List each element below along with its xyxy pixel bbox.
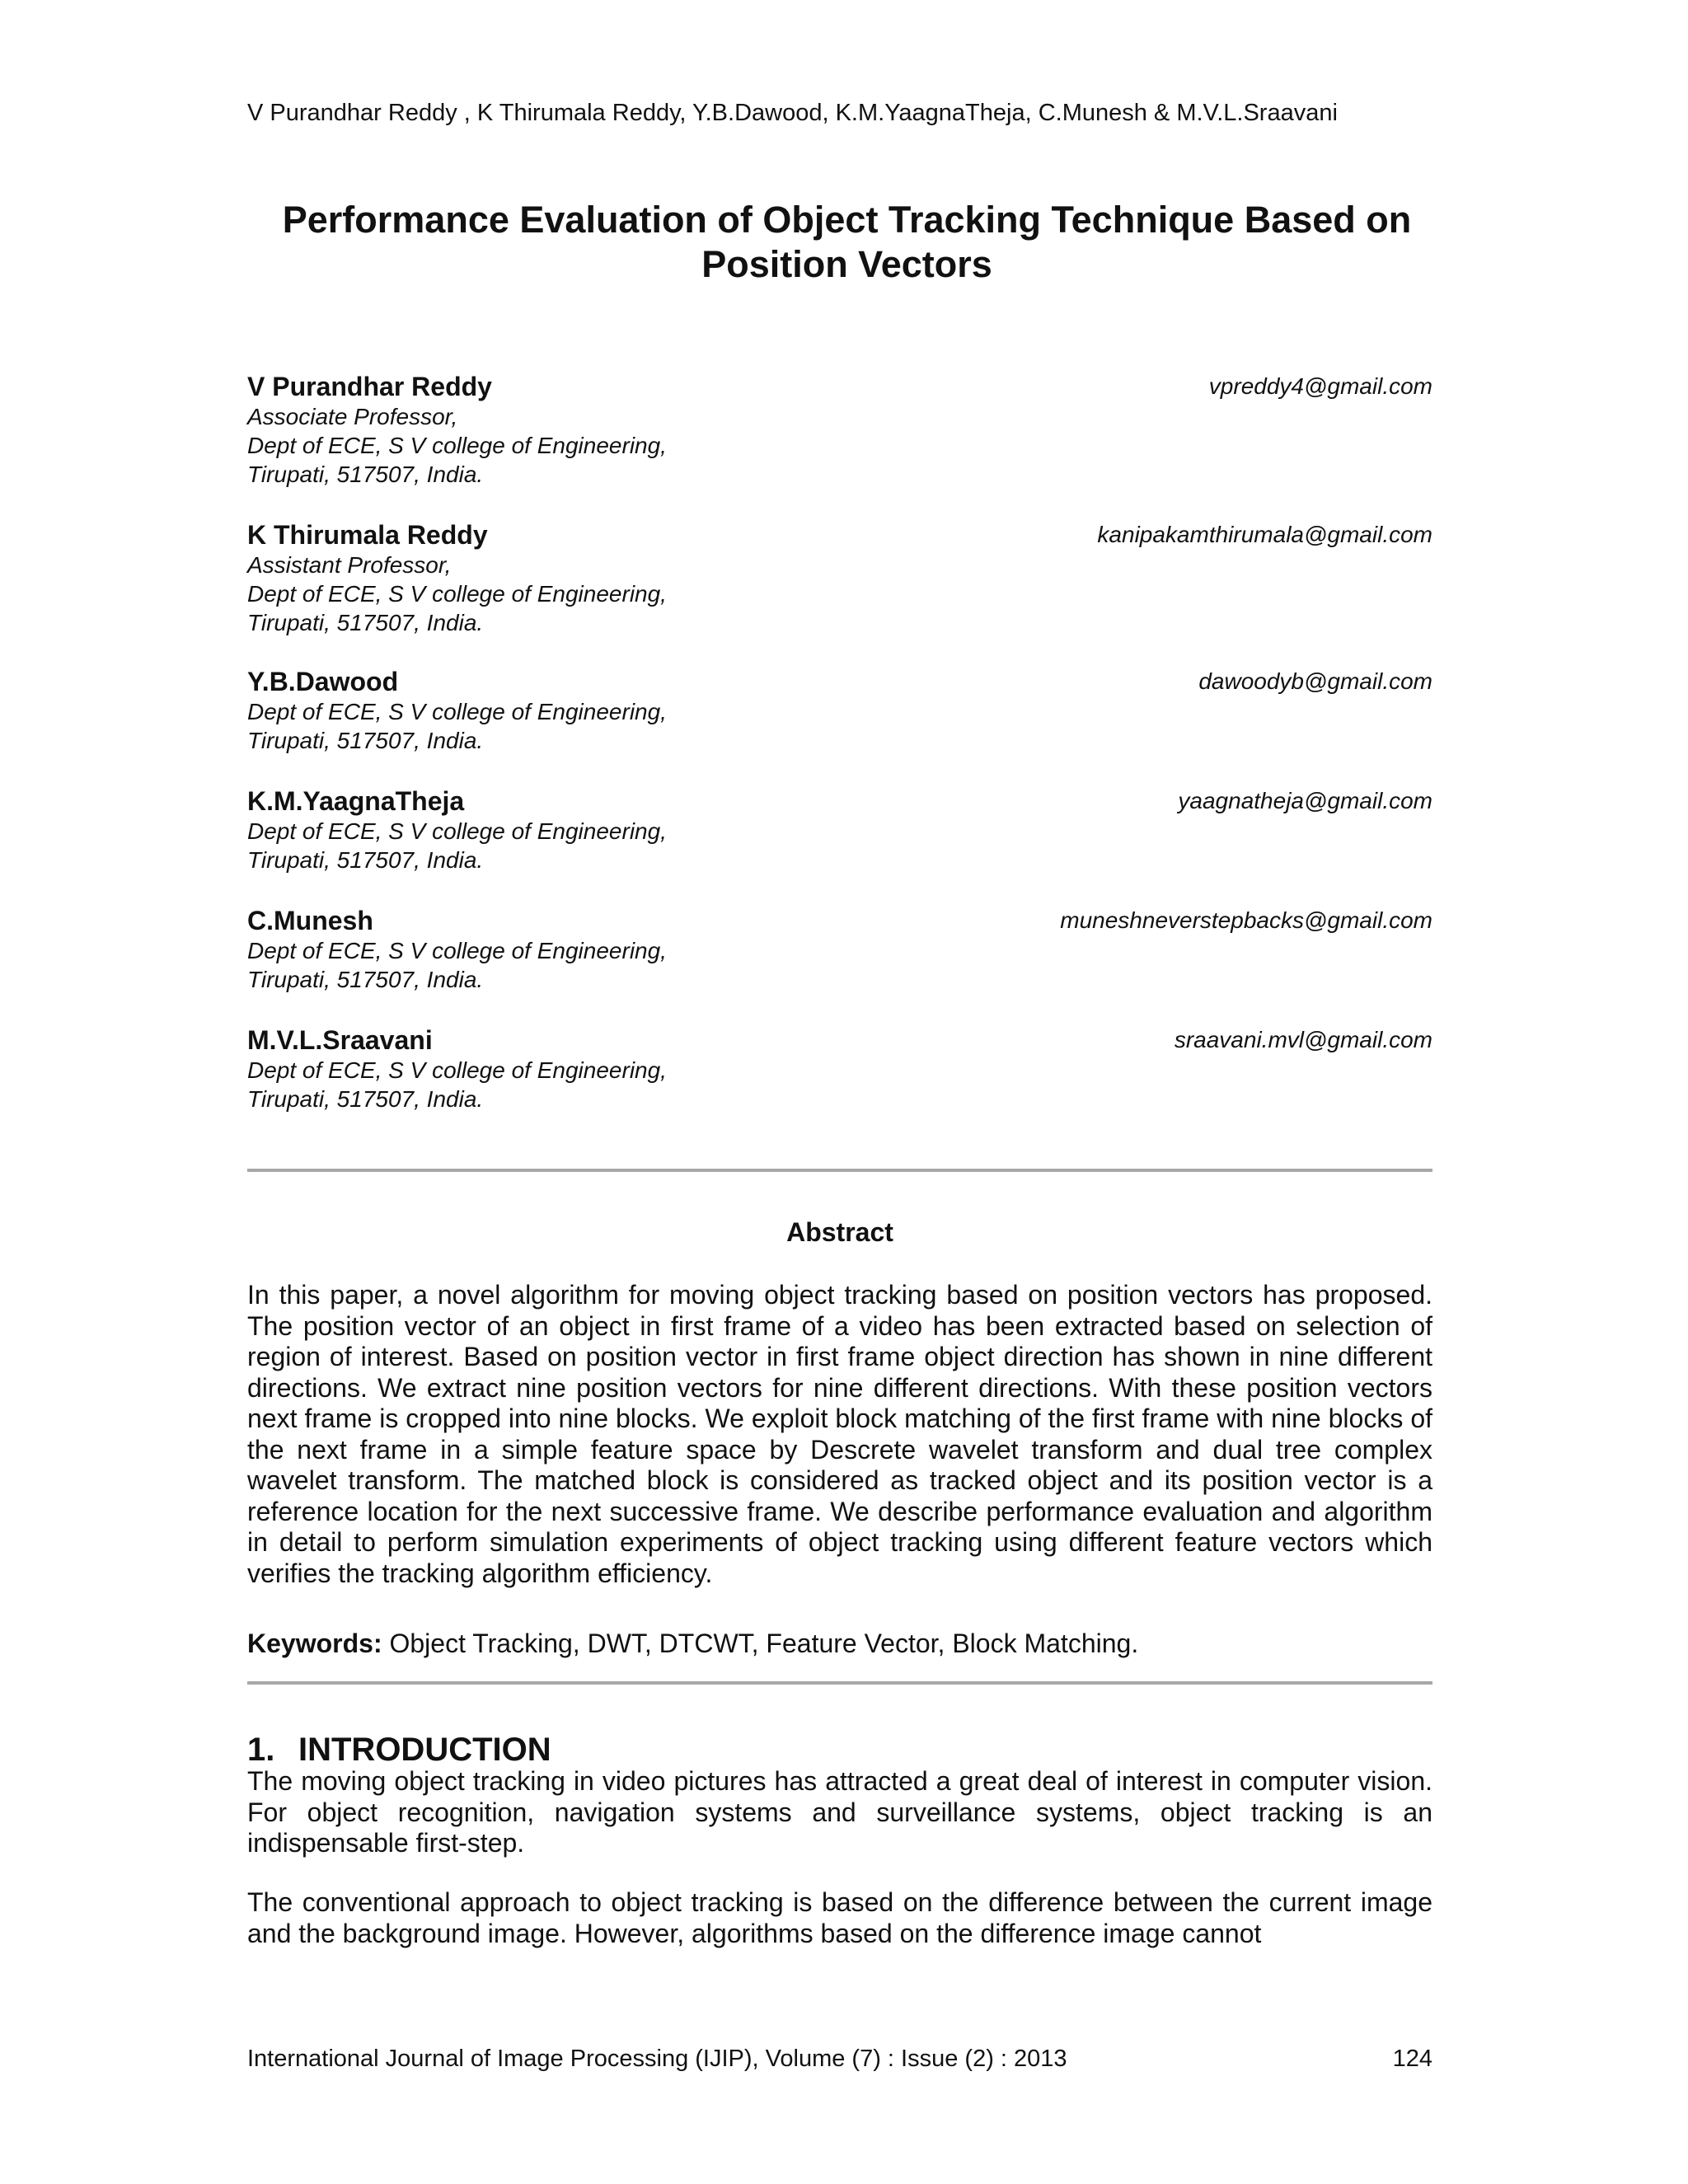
author-email[interactable]: yaagnatheja@gmail.com [1178, 788, 1432, 813]
author-position: Assistant Professor, [247, 552, 452, 578]
author-location: Tirupati, 517507, India. [247, 1086, 484, 1112]
author-location: Tirupati, 517507, India. [247, 462, 484, 487]
author-block [247, 1024, 1432, 1113]
author-department: Dept of ECE, S V college of Engineering, [247, 938, 667, 963]
journal-citation: International Journal of Image Processing (IJIP), Volume (7) : Issue (2) : 2013 [247, 2046, 1067, 2072]
abstract-heading: Abstract [786, 1217, 893, 1247]
author-email[interactable]: sraavani.mvl@gmail.com [1174, 1027, 1432, 1052]
section-divider [247, 1681, 1432, 1685]
author-block [247, 666, 1432, 755]
section-heading-introduction [247, 1731, 551, 1769]
author-block [247, 905, 1432, 994]
intro-paragraph: The moving object tracking in video pictures has attracted a great deal of interest in computer vision. For object recognition, navigation systems and surveillance systems, object tracking is an indispensable first-step. [247, 1766, 1432, 1858]
keywords-line [247, 1628, 1432, 1659]
author-name: K Thirumala Reddy [247, 520, 488, 550]
author-email[interactable]: muneshneverstepbacks@gmail.com [1060, 907, 1432, 933]
author-name: C.Munesh [247, 906, 373, 935]
author-block [247, 371, 1432, 489]
intro-paragraph: The conventional approach to object tracking is based on the difference between the current image and the background image. However, algorithms based on the difference image cannot [247, 1887, 1432, 1948]
author-name: K.M.YaagnaTheja [247, 786, 465, 816]
author-location: Tirupati, 517507, India. [247, 847, 484, 873]
author-email[interactable]: dawoodyb@gmail.com [1198, 668, 1432, 694]
paper-title [231, 198, 1463, 287]
author-email[interactable]: kanipakamthirumala@gmail.com [1097, 522, 1432, 547]
author-department: Dept of ECE, S V college of Engineering, [247, 581, 667, 607]
title-line-2: Position Vectors [701, 243, 992, 285]
section-number: 1. [247, 1732, 275, 1768]
section-title: INTRODUCTION [298, 1732, 551, 1768]
author-email[interactable]: vpreddy4@gmail.com [1208, 373, 1432, 399]
author-location: Tirupati, 517507, India. [247, 728, 484, 753]
author-name: M.V.L.Sraavani [247, 1025, 433, 1055]
keywords-text: Object Tracking, DWT, DTCWT, Feature Vector, Block Matching. [382, 1629, 1139, 1658]
keywords-label: Keywords: [247, 1629, 382, 1658]
author-block [247, 519, 1432, 637]
section-divider [247, 1169, 1432, 1172]
author-department: Dept of ECE, S V college of Engineering, [247, 433, 667, 458]
author-position: Associate Professor, [247, 404, 458, 429]
author-name: V Purandhar Reddy [247, 372, 492, 401]
page-footer [247, 2044, 1432, 2074]
title-line-1: Performance Evaluation of Object Tracking Technique Based on [282, 199, 1412, 241]
running-header: V Purandhar Reddy , K Thirumala Reddy, Y.B.Dawood, K.M.YaagnaTheja, C.Munesh & M.V.L.Sraavani [247, 100, 1338, 126]
author-name: Y.B.Dawood [247, 667, 399, 696]
author-department: Dept of ECE, S V college of Engineering, [247, 699, 667, 724]
author-department: Dept of ECE, S V college of Engineering, [247, 818, 667, 844]
author-department: Dept of ECE, S V college of Engineering, [247, 1057, 667, 1083]
author-block [247, 785, 1432, 874]
author-location: Tirupati, 517507, India. [247, 967, 484, 992]
page-number: 124 [1392, 2046, 1432, 2072]
abstract-text: In this paper, a novel algorithm for moving object tracking based on position vectors has proposed. The position vector of an object in first frame of a video has been extracted based on selection of region of interest. Based on position vector in first frame object direction has shown in nine different directions. We extract nine position vectors for nine different directions. With these position vectors next frame is cropped into nine blocks. We exploit block matching of the first frame with nine blocks of the next frame in a simple feature space by Descrete wavelet transform and dual tree complex wavelet transform. The matched block is considered as tracked object and its position vector is a reference location for the next successive frame. We describe performance evaluation and algorithm in detail to perform simulation experiments of object tracking using different feature vectors which verifies the tracking algorithm efficiency. [247, 1280, 1432, 1588]
author-location: Tirupati, 517507, India. [247, 610, 484, 635]
